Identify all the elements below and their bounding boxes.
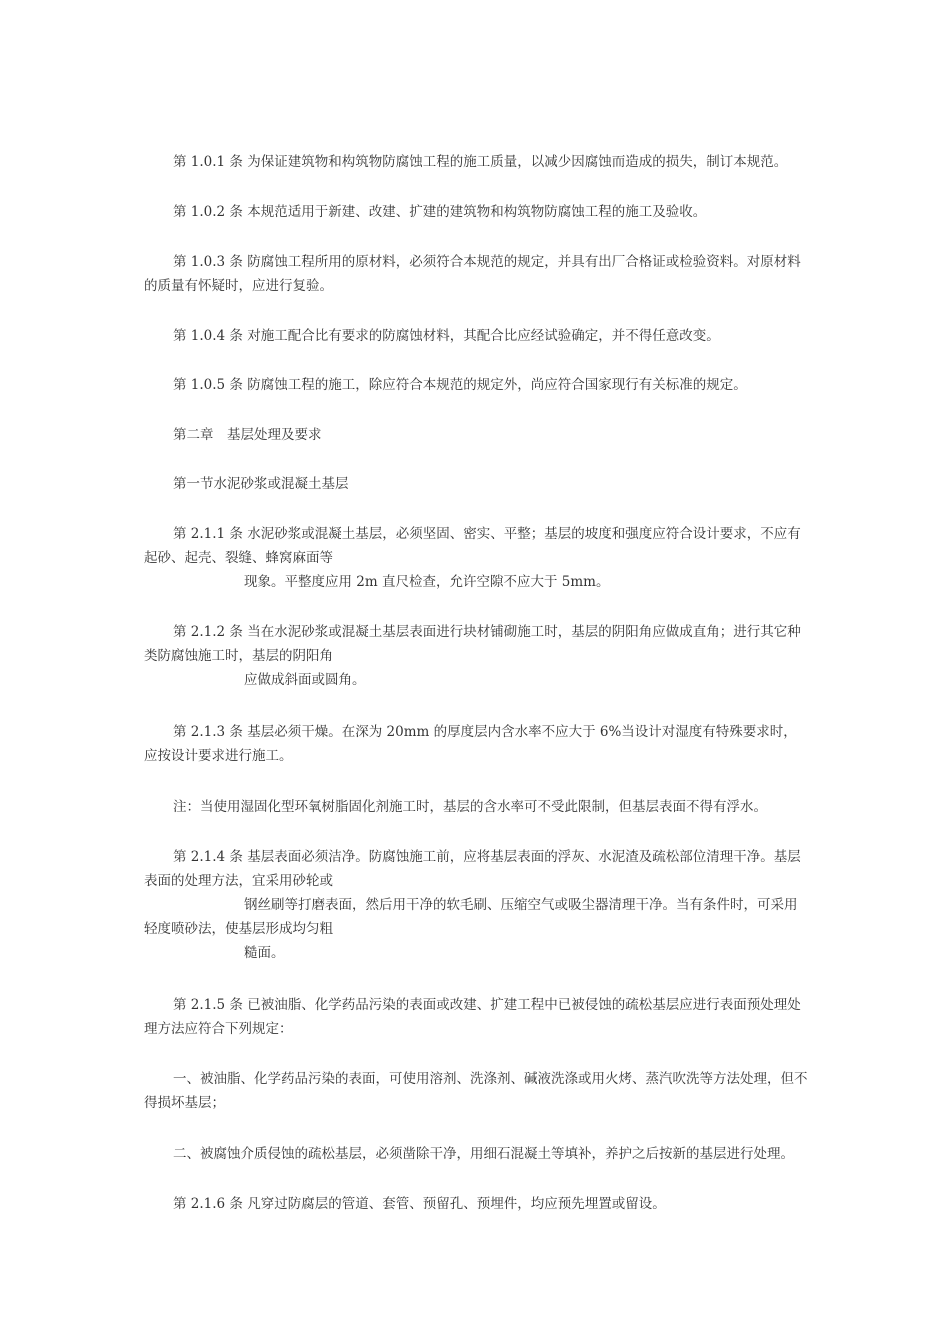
clause-2-1-5-item-1: 一、被油脂、化学药品污染的表面，可使用溶剂、洗涤剂、碱液洗涤或用火烤、蒸汽吹洗等方法处理，但不得损坏基层； xyxy=(144,1071,808,1111)
clause-2-1-2-continued: 应做成斜面或圆角。 xyxy=(244,672,366,688)
clause-1-0-1: 第 1.0.1 条 为保证建筑物和构筑物防腐蚀工程的施工质量，以减少因腐蚀而造成的损失，制订本规范。 xyxy=(173,154,788,170)
clause-2-1-6: 第 2.1.6 条 凡穿过防腐层的管道、套管、预留孔、预埋件，均应预先埋置或留设。 xyxy=(173,1196,666,1212)
clause-2-1-3-note: 注：当使用湿固化型环氧树脂固化剂施工时，基层的含水率可不受此限制，但基层表面不得有浮水。 xyxy=(173,799,767,815)
chapter-heading: 第二章 基层处理及要求 xyxy=(173,427,322,443)
clause-2-1-4-continued: 钢丝刷等打磨表面，然后用干净的软毛刷、压缩空气或吸尘器清理干净。当有条件时，可采用轻度喷砂法，使基层形成均匀粗 xyxy=(144,897,798,937)
clause-1-0-4: 第 1.0.4 条 对施工配合比有要求的防腐蚀材料，其配合比应经试验确定，并不得任意改变。 xyxy=(173,328,720,344)
clause-2-1-4-main: 第 2.1.4 条 基层表面必须洁净。防腐蚀施工前，应将基层表面的浮灰、水泥渣及疏松部位清理干净。基层表面的处理方法，宜采用砂轮或 xyxy=(144,849,801,889)
clause-2-1-5-item-2: 二、被腐蚀介质侵蚀的疏松基层，必须凿除干净，用细石混凝土等填补，养护之后按新的基层进行处理。 xyxy=(173,1146,794,1162)
clause-1-0-2: 第 1.0.2 条 本规范适用于新建、改建、扩建的建筑物和构筑物防腐蚀工程的施工及验收。 xyxy=(173,204,707,220)
clause-2-1-4-continued-2: 糙面。 xyxy=(244,945,285,961)
clause-2-1-4 xyxy=(144,845,808,965)
clause-2-1-1-continued: 现象。平整度应用 2m 直尺检查，允许空隙不应大于 5mm。 xyxy=(244,574,610,590)
clause-2-1-1 xyxy=(144,522,808,594)
section-heading: 第一节水泥砂浆或混凝土基层 xyxy=(173,476,349,492)
clause-2-1-2 xyxy=(144,620,808,692)
clause-2-1-5: 第 2.1.5 条 已被油脂、化学药品污染的表面或改建、扩建工程中已被侵蚀的疏松基层应进行表面预处理处理方法应符合下列规定： xyxy=(144,997,801,1037)
clause-2-1-1-main: 第 2.1.1 条 水泥砂浆或混凝土基层，必须坚固、密实、平整；基层的坡度和强度应符合设计要求，不应有起砂、起壳、裂缝、蜂窝麻面等 xyxy=(144,526,801,566)
clause-2-1-2-main: 第 2.1.2 条 当在水泥砂浆或混凝土基层表面进行块材铺砌施工时，基层的阴阳角应做成直角；进行其它种类防腐蚀施工时，基层的阴阳角 xyxy=(144,624,801,664)
clause-1-0-5: 第 1.0.5 条 防腐蚀工程的施工，除应符合本规范的规定外，尚应符合国家现行有关标准的规定。 xyxy=(173,377,747,393)
clause-1-0-3: 第 1.0.3 条 防腐蚀工程所用的原材料，必须符合本规范的规定，并具有出厂合格证或检验资料。对原材料的质量有怀疑时，应进行复验。 xyxy=(144,254,801,294)
clause-2-1-3: 第 2.1.3 条 基层必须干燥。在深为 20mm 的厚度层内含水率不应大于 6%当设计对湿度有特殊要求时，应按设计要求进行施工。 xyxy=(144,724,797,764)
